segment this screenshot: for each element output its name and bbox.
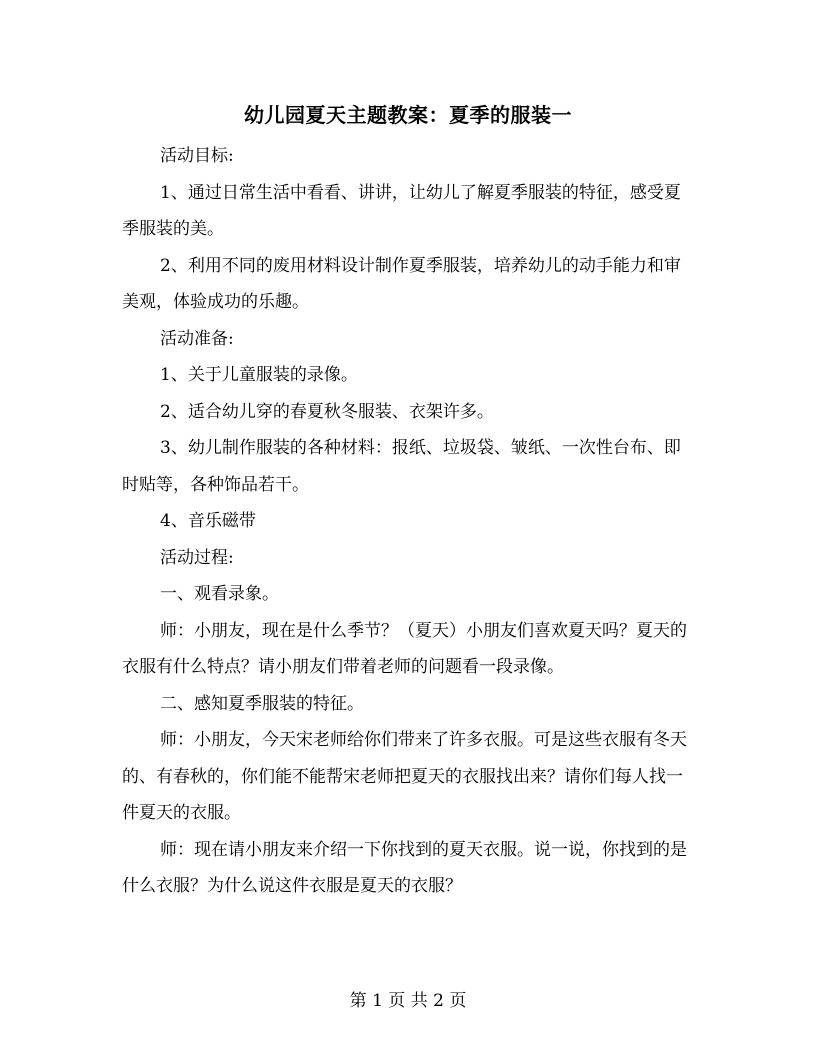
- process-step-2: 二、感知夏季服装的特征。: [160, 693, 364, 714]
- preparation-item-3: 3、幼儿制作服装的各种材料：报纸、垃圾袋、皱纸、一次性台布、即时贴等，各种饰品若干。: [122, 438, 681, 495]
- goal-item-1: 1、通过日常生活中看看、讲讲，让幼儿了解夏季服装的特征，感受夏季服装的美。: [122, 182, 681, 239]
- process-paragraph-2: 师：小朋友，今天宋老师给你们带来了许多衣服。可是这些衣服有冬天的、有春秋的，你们能不能帮宋老师把夏天的衣服找出来？请你们每人找一件夏天的衣服。: [122, 730, 687, 823]
- process-step-1: 一、观看录象。: [160, 584, 279, 604]
- process-paragraph-3: 师：现在请小朋友来介绍一下你找到的夏天衣服。说一说，你找到的是什么衣服？为什么说这件衣服是夏天的衣服？: [122, 839, 687, 896]
- section-heading-preparation: 活动准备:: [160, 328, 234, 349]
- preparation-item-1: 1、关于儿童服装的录像。: [160, 365, 358, 385]
- goal-item-2: 2、利用不同的废用材料设计制作夏季服装，培养幼儿的动手能力和审美观，体验成功的乐趣。: [122, 255, 681, 312]
- preparation-item-4: 4、音乐磁带: [160, 511, 256, 531]
- page-number-footer: 第 1 页 共 2 页: [349, 991, 467, 1011]
- section-heading-goals: 活动目标:: [160, 146, 234, 166]
- preparation-item-2: 2、适合幼儿穿的春夏秋冬服装、衣架许多。: [160, 401, 494, 422]
- document-title: 幼儿园夏天主题教案：夏季的服装一: [244, 103, 572, 127]
- process-paragraph-1: 师：小朋友，现在是什么季节？（夏天）小朋友们喜欢夏天吗？夏天的衣服有什么特点？请小朋友们带着老师的问题看一段录像。: [122, 620, 687, 677]
- document-body: [122, 138, 696, 905]
- section-heading-process: 活动过程:: [160, 547, 234, 568]
